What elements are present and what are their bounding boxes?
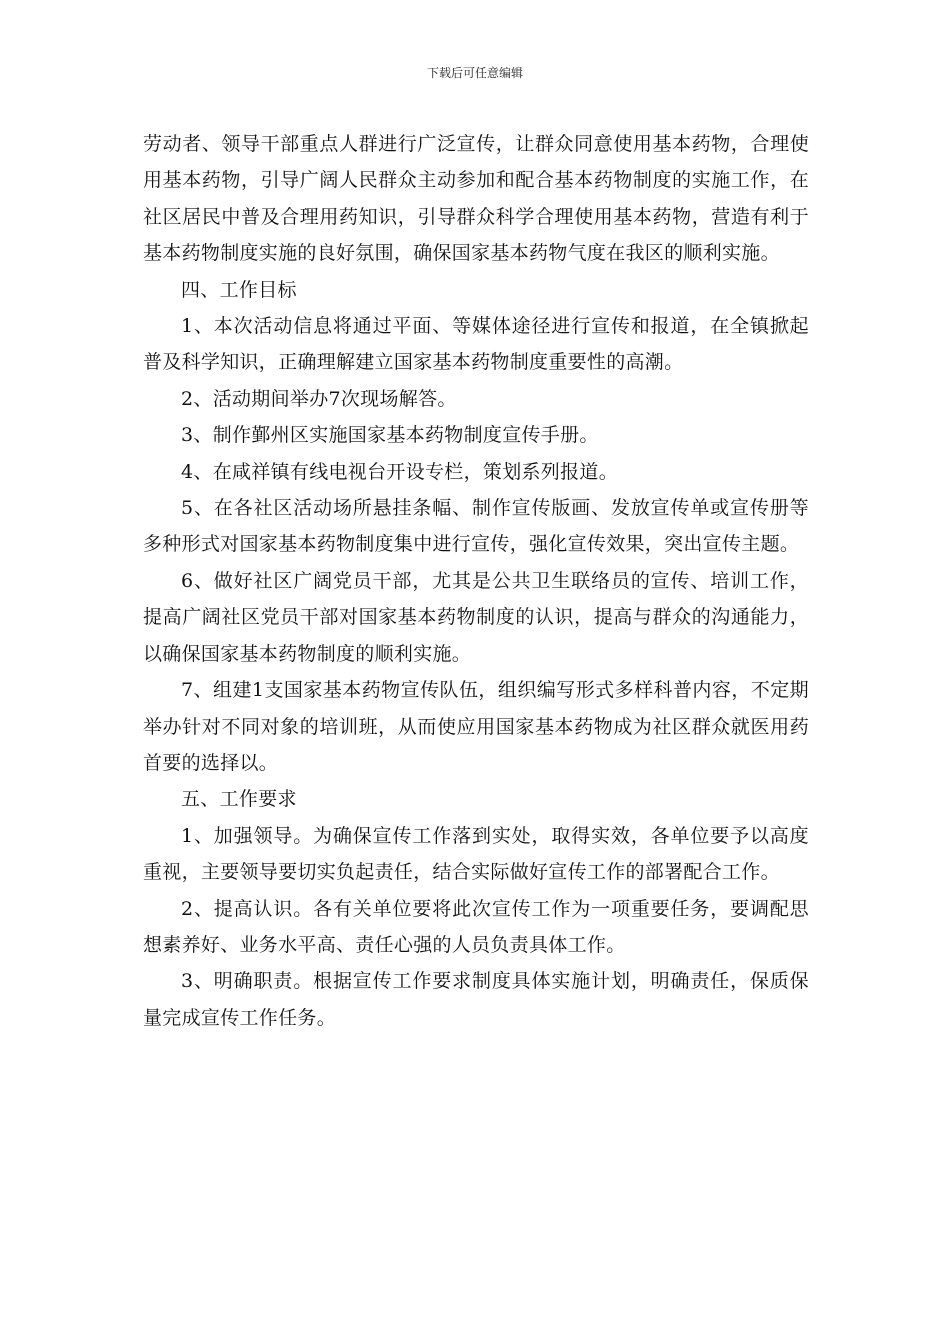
goal-item-4: 4、在咸祥镇有线电视台开设专栏，策划系列报道。 (181, 460, 618, 483)
section-heading-requirements: 五、工作要求 (181, 788, 297, 811)
document-body (143, 126, 809, 1036)
requirement-item-2: 2、提高认识。各有关单位要将此次宣传工作为一项重要任务，要调配思想素养好、业务水平高、责任心强的人员负责具体工作。 (143, 897, 809, 956)
goal-item-1: 1、本次活动信息将通过平面、等媒体途径进行宣传和报道，在全镇掀起普及科学知识，正确理解建立国家基本药物制度重要性的高潮。 (143, 315, 809, 374)
section-heading-goals: 四、工作目标 (181, 278, 297, 301)
paragraph-continuation: 劳动者、领导干部重点人群进行广泛宣传，让群众同意使用基本药物，合理使用基本药物，引导广阔人民群众主动参加和配合基本药物制度的实施工作，在社区居民中普及合理用药知识，引导群众科学合理使用基本药物，营造有利于基本药物制度实施的良好氛围，确保国家基本药物气度在我区的顺利实施。 (143, 133, 809, 265)
header-note: 下载后可任意编辑 (426, 66, 523, 80)
requirement-item-3: 3、明确职责。根据宣传工作要求制度具体实施计划，明确责任，保质保量完成宣传工作任务。 (143, 970, 809, 1029)
goal-item-5: 5、在各社区活动场所悬挂条幅、制作宣传版画、发放宣传单或宣传册等多种形式对国家基本药物制度集中进行宣传，强化宣传效果，突出宣传主题。 (143, 497, 809, 556)
requirement-item-1: 1、加强领导。为确保宣传工作落到实处，取得实效，各单位要予以高度重视，主要领导要切实负起责任，结合实际做好宣传工作的部署配合工作。 (143, 824, 809, 884)
goal-item-7: 7、组建1支国家基本药物宣传队伍，组织编写形式多样科普内容，不定期举办针对不同对象的培训班，从而使应用国家基本药物成为社区群众就医用药首要的选择以。 (143, 679, 809, 774)
goal-item-3: 3、制作鄞州区实施国家基本药物制度宣传手册。 (181, 424, 599, 447)
goal-item-2: 2、活动期间举办7次现场解答。 (181, 387, 457, 410)
goal-item-6: 6、做好社区广阔党员干部，尤其是公共卫生联络员的宣传、培训工作，提高广阔社区党员干部对国家基本药物制度的认识，提高与群众的沟通能力，以确保国家基本药物制度的顺利实施。 (143, 569, 809, 665)
